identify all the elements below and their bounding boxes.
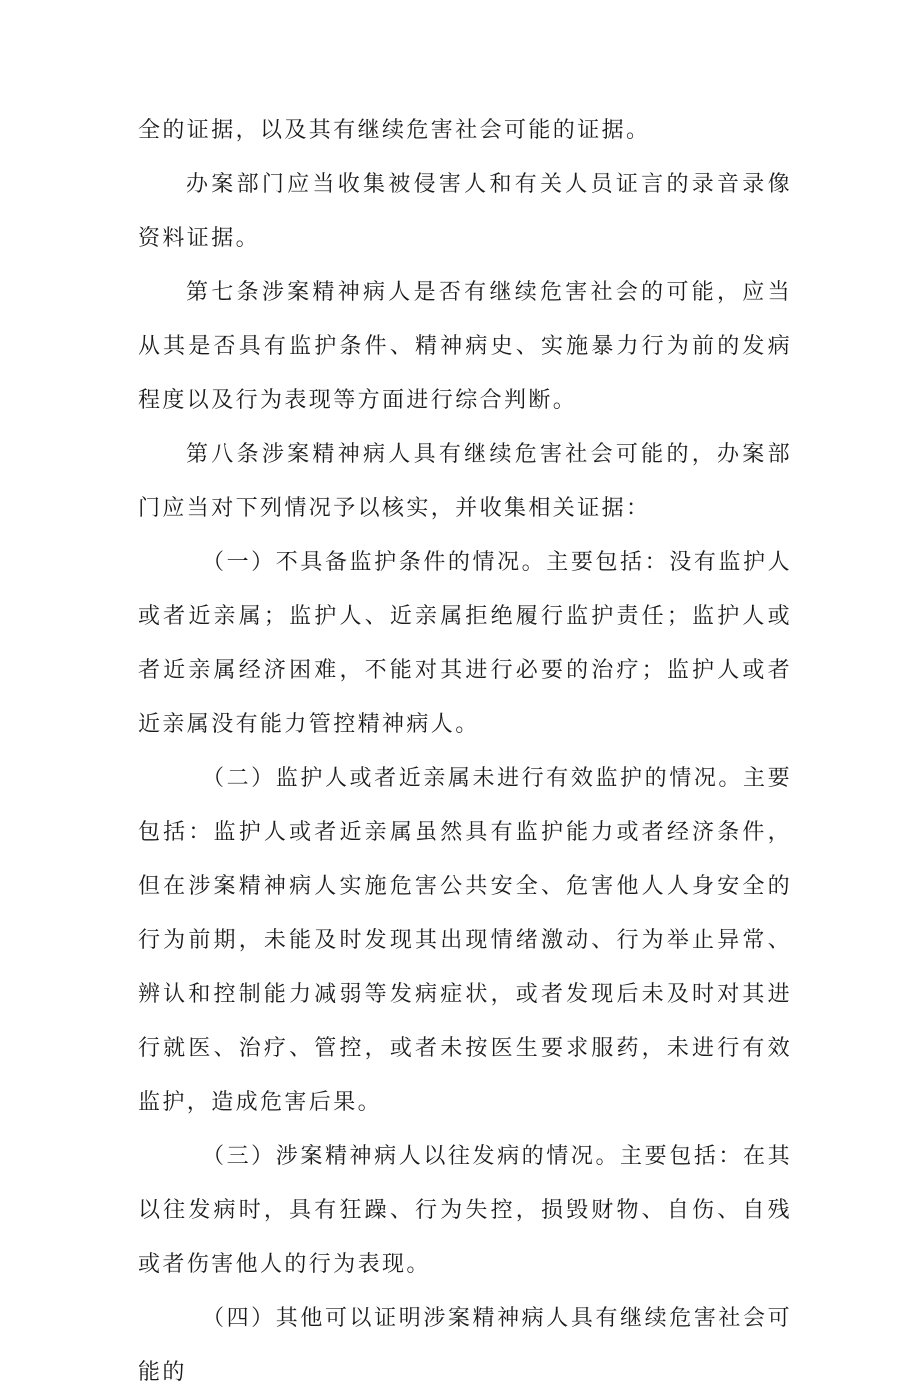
document-body [138,104,792,1400]
paragraph-article-7: 第七条涉案精神病人是否有继续危害社会的可能，应当从其是否具有监护条件、精神病史、实施暴力行为前的发病程度以及行为表现等方面进行综合判断。 [138,280,792,413]
paragraph-item-4: （四）其他可以证明涉案精神病人具有继续危害社会可能的 [138,1306,792,1385]
paragraph-evidence-recording: 办案部门应当收集被侵害人和有关人员证言的录音录像资料证据。 [138,172,792,251]
paragraph-article-8: 第八条涉案精神病人具有继续危害社会可能的，办案部门应当对下列情况予以核实，并收集相关证据： [138,442,792,521]
paragraph-item-3: （三）涉案精神病人以往发病的情况。主要包括：在其以往发病时，具有狂躁、行为失控，损毁财物、自伤、自残或者伤害他人的行为表现。 [138,1144,792,1277]
paragraph-item-1: （一）不具备监护条件的情况。主要包括：没有监护人或者近亲属；监护人、近亲属拒绝履行监护责任；监护人或者近亲属经济困难，不能对其进行必要的治疗；监护人或者近亲属没有能力管控精神病人。 [138,550,792,737]
paragraph-continuation: 全的证据，以及其有继续危害社会可能的证据。 [138,118,651,143]
paragraph-item-2: （二）监护人或者近亲属未进行有效监护的情况。主要包括：监护人或者近亲属虽然具有监护能力或者经济条件，但在涉案精神病人实施危害公共安全、危害他人人身安全的行为前期，未能及时发现其出现情绪激动、行为举止异常、辨认和控制能力减弱等发病症状，或者发现后未及时对其进行就医、治疗、管控，或者未按医生要求服药，未进行有效监护，造成危害后果。 [138,766,792,1115]
